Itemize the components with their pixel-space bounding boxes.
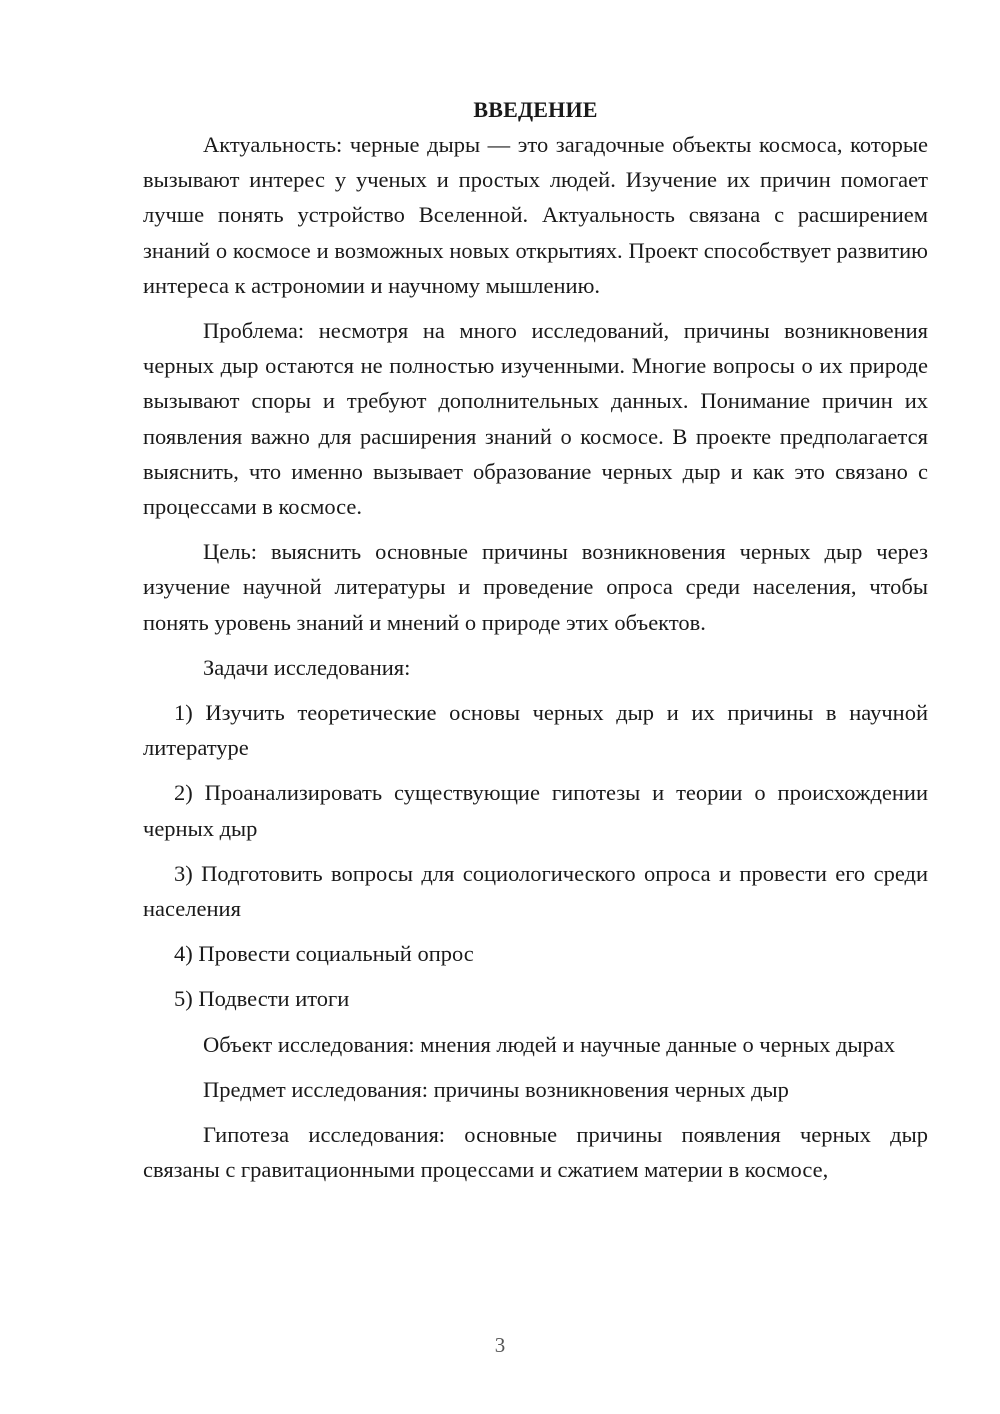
- paragraph-object: Объект исследования: мнения людей и научные данные о черных дырах: [203, 1031, 896, 1057]
- paragraph-problem: Проблема: несмотря на много исследований, причины возникновения черных дыр остаются не полностью изученными. Многие вопросы о их природе вызывают споры и требуют дополнительных данных. Понимание причин их появления важно для расширения знаний о космосе. В проекте предполагается выяснить, что именно вызывает образование черных дыр и как это связано с процессами в космосе.: [143, 318, 928, 520]
- task-item-3: 3) Подготовить вопросы для социологического опроса и провести его среди населения: [143, 860, 928, 922]
- paragraph-relevance: Актуальность: черные дыры — это загадочные объекты космоса, которые вызывают интерес у ученых и простых людей. Изучение их причин помогает лучше понять устройство Вселенной. Актуальность связана с расширением знаний о космосе и возможных новых открытиях. Проект способствует развитию интереса к астрономии и научному мышлению.: [143, 132, 928, 298]
- task-item-1: 1) Изучить теоретические основы черных дыр и их причины в научной литературе: [143, 700, 928, 761]
- section-title: ВВЕДЕНИЕ: [473, 97, 598, 122]
- paragraph-subject: Предмет исследования: причины возникновения черных дыр: [203, 1076, 789, 1102]
- task-item-4: 4) Провести социальный опрос: [174, 941, 474, 967]
- task-item-2: 2) Проанализировать существующие гипотезы и теории о происхождении черных дыр: [143, 780, 928, 841]
- page-number: 3: [494, 1333, 506, 1357]
- paragraph-hypothesis: Гипотеза исследования: основные причины появления черных дыр связаны с гравитационными процессами и сжатием материи в космосе,: [143, 1122, 928, 1183]
- document-page: [143, 92, 928, 1197]
- tasks-heading: Задачи исследования:: [203, 654, 411, 680]
- task-item-5: 5) Подвести итоги: [174, 986, 350, 1012]
- paragraph-goal: Цель: выяснить основные причины возникновения черных дыр через изучение научной литературы и проведение опроса среди населения, чтобы понять уровень знаний и мнений о природе этих объектов.: [143, 539, 928, 635]
